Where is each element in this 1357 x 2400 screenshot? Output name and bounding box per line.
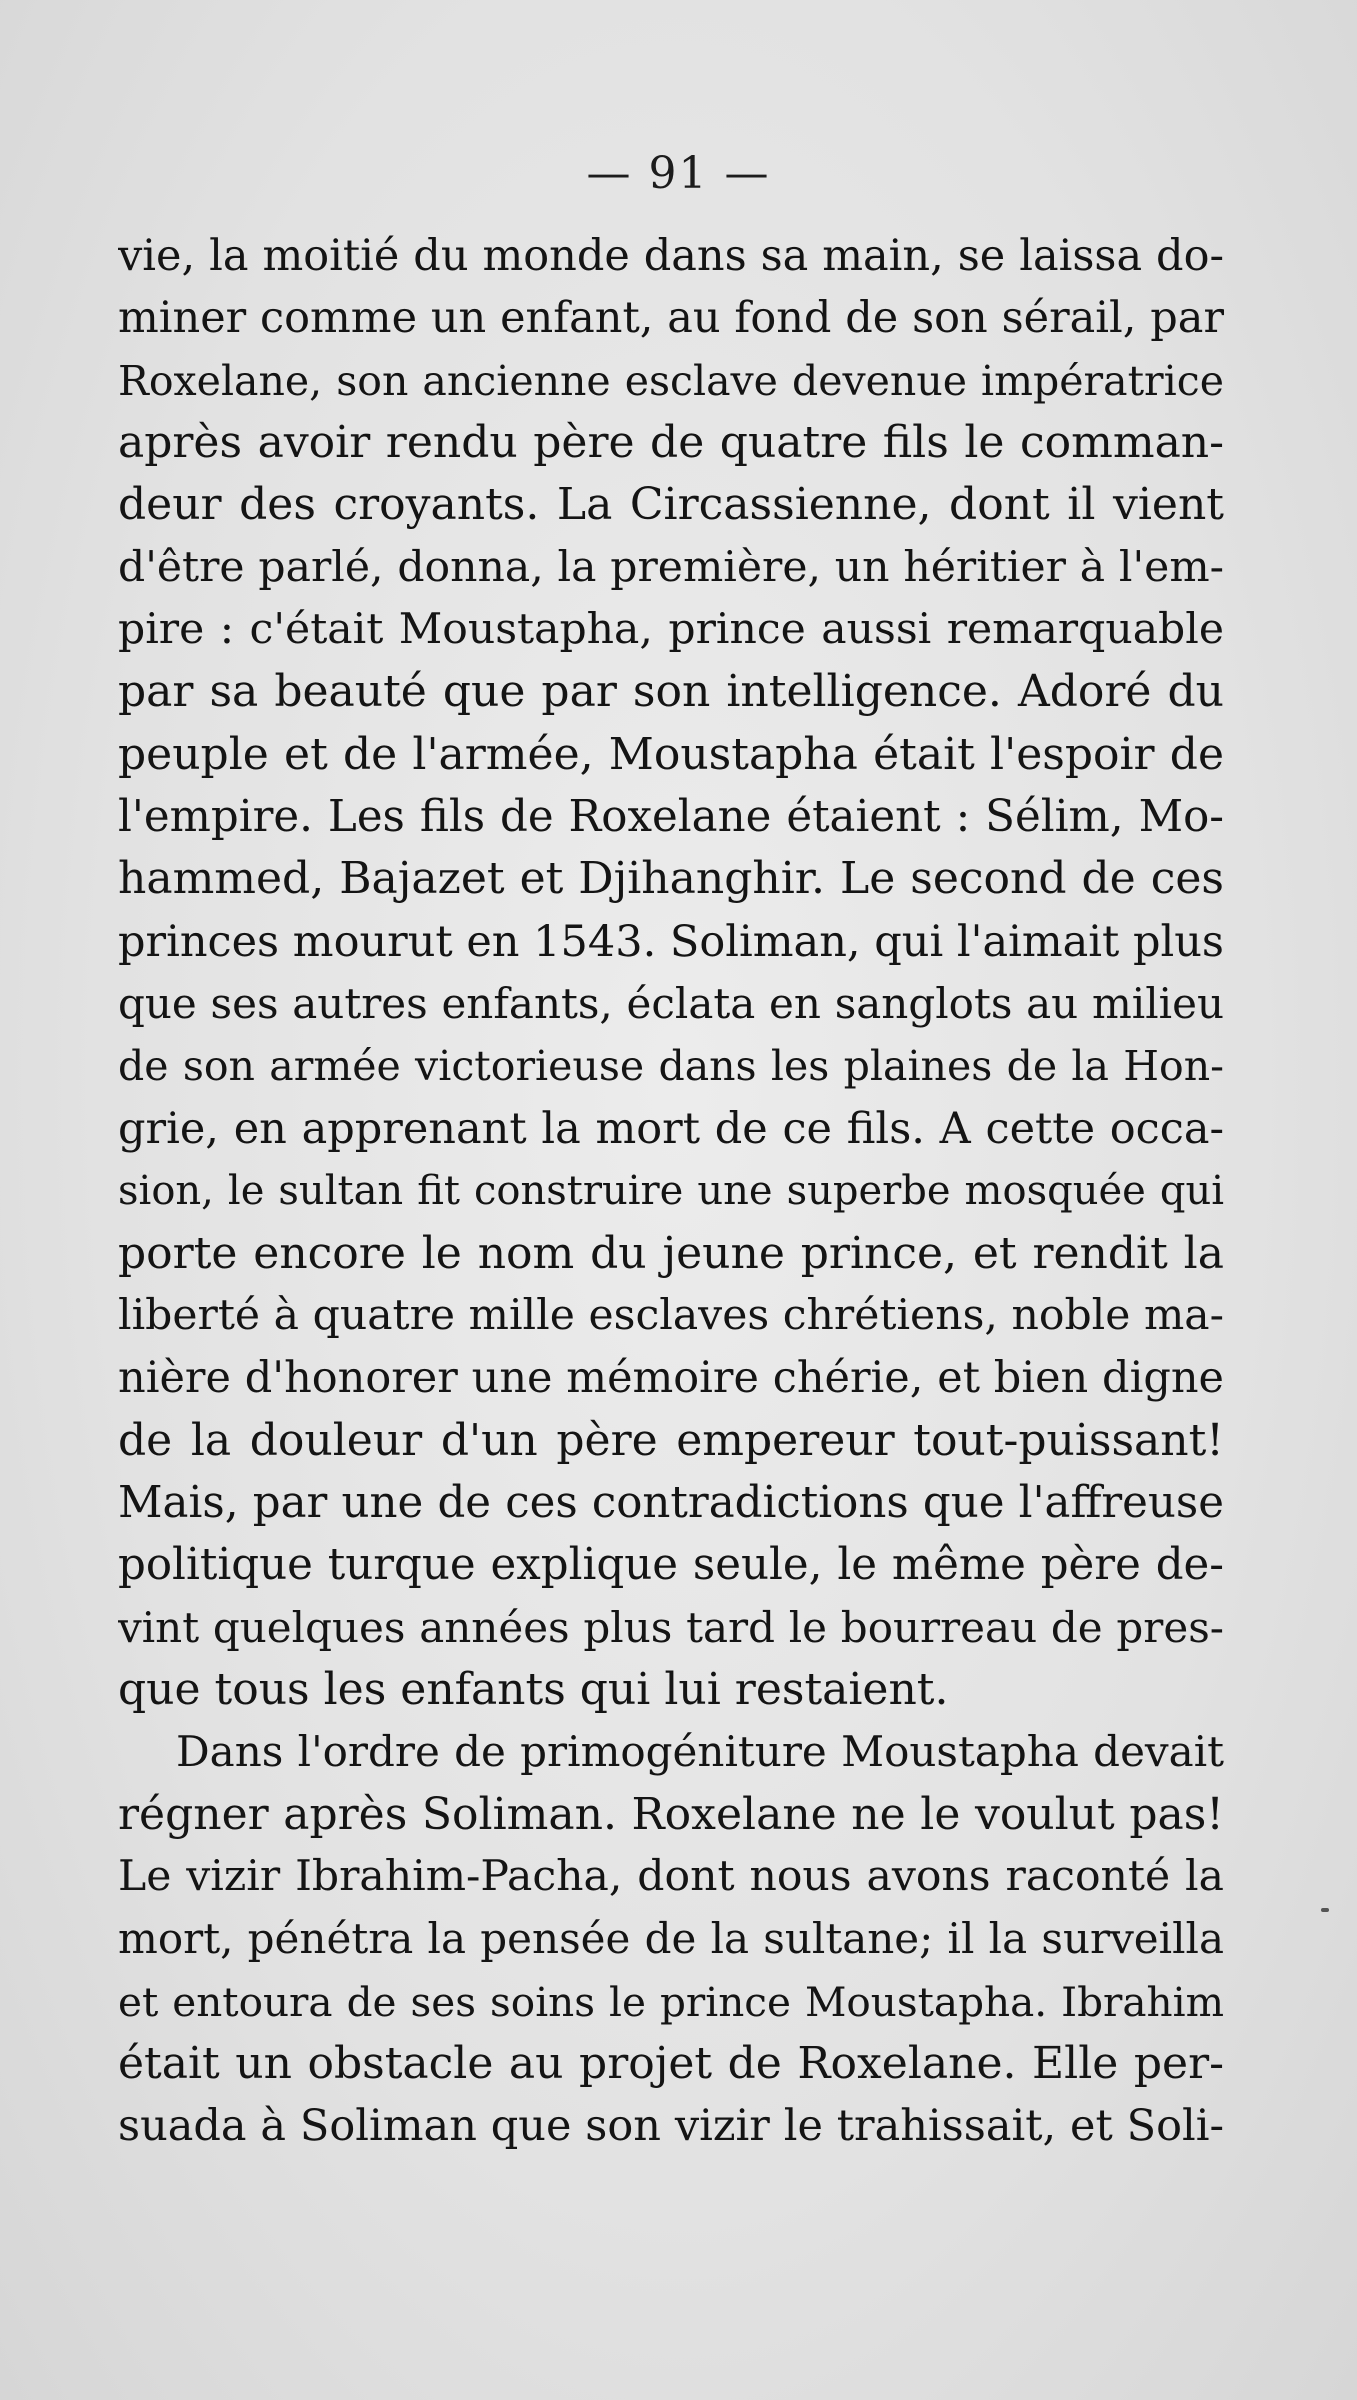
- text-line: Dans l'ordre de primogéniture Moustapha devait: [176, 1727, 1224, 1777]
- paragraph-1: [118, 225, 1224, 1721]
- text-line: princes mourut en 1543. Soliman, qui l'aimait plus: [118, 916, 1224, 967]
- text-line: suada à Soliman que son vizir le trahissait, et Soli-: [118, 2101, 1224, 2152]
- text-line: mort, pénétra la pensée de la sultane; il la surveilla: [118, 1914, 1224, 1964]
- text-line: liberté à quatre mille esclaves chrétiens, noble ma-: [118, 1290, 1224, 1340]
- text-line: était un obstacle au projet de Roxelane. Elle per-: [118, 2037, 1224, 2089]
- text-line: de la douleur d'un père empereur tout-puissant!: [118, 1414, 1224, 1466]
- text-line: après avoir rendu père de quatre fils le comman-: [118, 417, 1224, 469]
- text-line: et entoura de ses soins le prince Moustapha. Ibrahim: [118, 1977, 1224, 2026]
- text-line: Le vizir Ibrahim-Pacha, dont nous avons raconté la: [118, 1851, 1224, 1901]
- body-text: [118, 225, 1224, 2158]
- text-line: vint quelques années plus tard le bourreau de pres-: [118, 1602, 1224, 1652]
- text-line: porte encore le nom du jeune prince, et rendit la: [118, 1227, 1224, 1279]
- page-number: — 91 —: [586, 148, 771, 199]
- text-line: miner comme un enfant, au fond de son sérail, par: [118, 293, 1224, 344]
- text-line: que tous les enfants qui lui restaient.: [118, 1663, 949, 1715]
- text-line: grie, en apprenant la mort de ce fils. A cette occa-: [118, 1103, 1224, 1154]
- text-line: hammed, Bajazet et Djihanghir. Le second de ces: [118, 853, 1224, 905]
- text-line: Roxelane, son ancienne esclave devenue impératrice: [118, 356, 1224, 405]
- text-line: politique turque explique seule, le même père de-: [118, 1540, 1224, 1591]
- paragraph-2: [118, 1721, 1224, 2157]
- text-line: sion, le sultan fit construire une superbe mosquée qui: [118, 1168, 1224, 1215]
- text-line: peuple et de l'armée, Moustapha était l'espoir de: [118, 728, 1224, 780]
- text-line: vie, la moitié du monde dans sa main, se laissa do-: [118, 231, 1224, 281]
- text-line: que ses autres enfants, éclata en sanglots au milieu: [118, 979, 1224, 1029]
- text-line: par sa beauté que par son intelligence. Adoré du: [118, 666, 1224, 718]
- text-line: régner après Soliman. Roxelane ne le voulut pas!: [118, 1788, 1224, 1840]
- text-line: deur des croyants. La Circassienne, dont il vient: [118, 479, 1224, 531]
- text-line: nière d'honorer une mémoire chérie, et bien digne: [118, 1353, 1224, 1404]
- text-line: pire : c'était Moustapha, prince aussi remarquable: [118, 605, 1224, 655]
- text-line: Mais, par une de ces contradictions que l'affreuse: [118, 1477, 1224, 1528]
- text-line: de son armée victorieuse dans les plaines de la Hon-: [118, 1042, 1224, 1091]
- print-speck: [1321, 1908, 1329, 1912]
- text-line: l'empire. Les fils de Roxelane étaient : Sélim, Mo-: [118, 792, 1224, 843]
- text-line: d'être parlé, donna, la première, un héritier à l'em-: [118, 542, 1224, 592]
